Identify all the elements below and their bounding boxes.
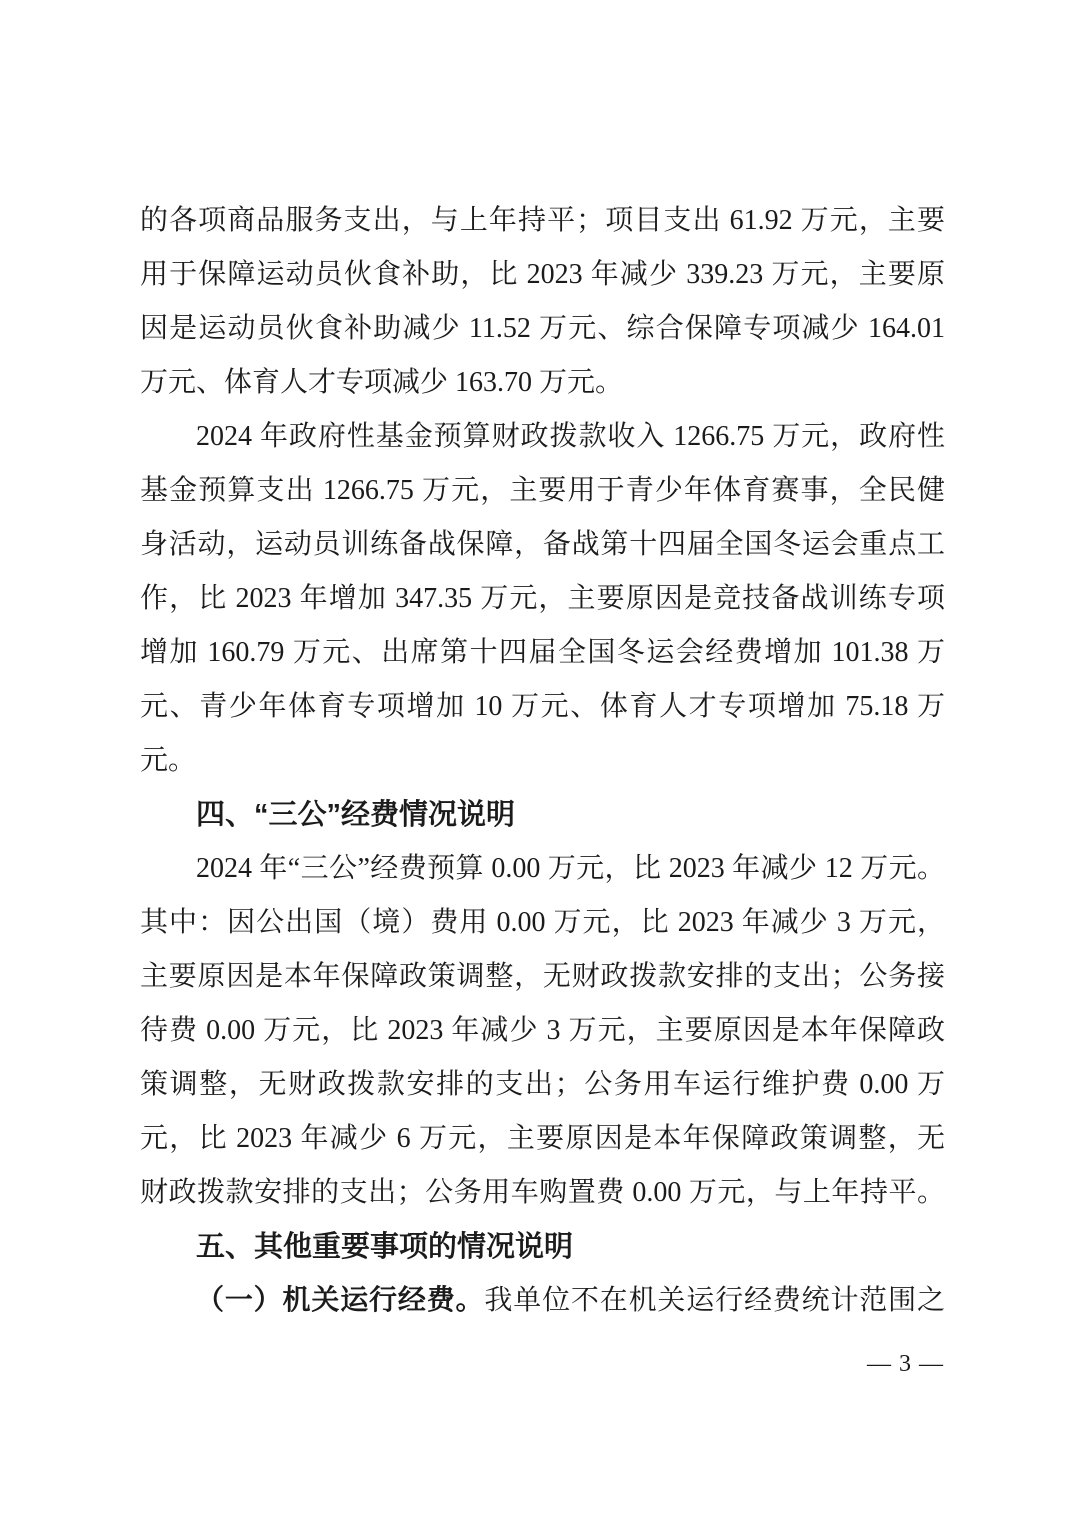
paragraph-line: 元，比 2023 年减少 6 万元，主要原因是本年保障政策调整，无 [140, 1123, 945, 1154]
paragraph-line: 因是运动员伙食补助减少 11.52 万元、综合保障专项减少 164.01 [140, 313, 945, 344]
paragraph-line: 元。 [140, 745, 197, 776]
paragraph-line: 万元、体育人才专项减少 163.70 万元。 [140, 367, 624, 398]
section-heading-three-public-funds: 四、“三公”经费情况说明 [196, 799, 516, 831]
paragraph-line: 身活动，运动员训练备战保障，备战第十四届全国冬运会重点工 [140, 529, 945, 560]
paragraph-line-text: 我单位不在机关运行经费统计范围之 [484, 1285, 945, 1316]
paragraph-line: 其中：因公出国（境）费用 0.00 万元，比 2023 年减少 3 万元， [140, 907, 945, 938]
paragraph-line: 2024 年政府性基金预算财政拨款收入 1266.75 万元，政府性 [196, 421, 945, 452]
paragraph-line: 主要原因是本年保障政策调整，无财政拨款安排的支出；公务接 [140, 961, 945, 992]
paragraph-line: 2024 年“三公”经费预算 0.00 万元，比 2023 年减少 12 万元。 [196, 853, 945, 884]
paragraph-line: 作，比 2023 年增加 347.35 万元，主要原因是竞技备战训练专项 [140, 583, 945, 614]
page-number: — 3 — [867, 1351, 944, 1377]
paragraph-line: 的各项商品服务支出，与上年持平；项目支出 61.92 万元，主要 [140, 205, 945, 236]
paragraph-line [140, 1274, 945, 1328]
paragraph-line: 元、青少年体育专项增加 10 万元、体育人才专项增加 75.18 万 [140, 691, 945, 722]
subheading-agency-operating-cost: （一）机关运行经费。 [196, 1285, 485, 1316]
paragraph-line: 财政拨款安排的支出；公务用车购置费 0.00 万元，与上年持平。 [140, 1177, 945, 1208]
paragraph-line: 用于保障运动员伙食补助，比 2023 年减少 339.23 万元，主要原 [140, 259, 945, 290]
paragraph-line: 基金预算支出 1266.75 万元，主要用于青少年体育赛事，全民健 [140, 475, 945, 506]
document-body [140, 194, 945, 1328]
section-heading-other-important-items: 五、其他重要事项的情况说明 [196, 1231, 574, 1263]
paragraph-line: 增加 160.79 万元、出席第十四届全国冬运会经费增加 101.38 万 [140, 637, 945, 668]
paragraph-line: 策调整，无财政拨款安排的支出；公务用车运行维护费 0.00 万 [140, 1069, 945, 1100]
paragraph-line: 待费 0.00 万元，比 2023 年减少 3 万元，主要原因是本年保障政 [140, 1015, 945, 1046]
